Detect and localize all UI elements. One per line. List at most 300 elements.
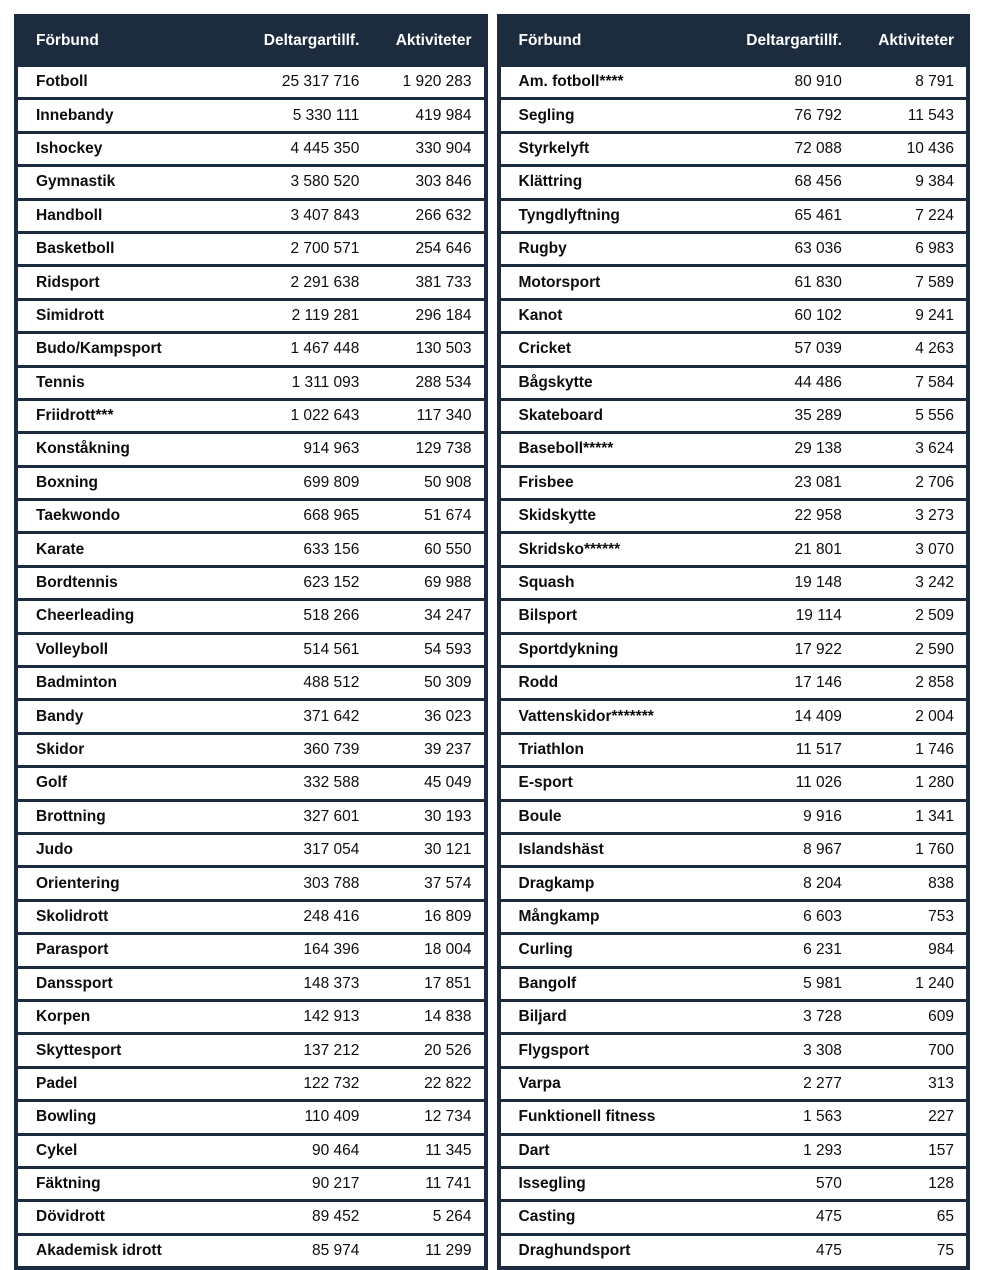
participations-cell: 8 967 [710,833,846,866]
activities-cell: 288 534 [363,366,485,399]
table-row [16,99,486,132]
table-row [16,633,486,666]
federation-name-cell: Squash [499,566,710,599]
federation-name-cell: Dragkamp [499,867,710,900]
table-row [16,733,486,766]
federation-name-cell: Friidrott*** [16,399,227,432]
federation-name-cell: Skyttesport [16,1034,227,1067]
table-row [16,767,486,800]
column-header-forbund: Förbund [499,16,710,66]
table-row [16,700,486,733]
federation-name-cell: Brottning [16,800,227,833]
participations-cell: 11 517 [710,733,846,766]
participations-cell: 1 563 [710,1101,846,1134]
participations-cell: 570 [710,1167,846,1200]
federation-name-cell: Motorsport [499,266,710,299]
federation-name-cell: Curling [499,934,710,967]
participations-cell: 90 464 [227,1134,363,1167]
activities-cell: 1 341 [846,800,968,833]
activities-cell: 838 [846,867,968,900]
participations-cell: 6 231 [710,934,846,967]
participations-cell: 3 308 [710,1034,846,1067]
participations-cell: 57 039 [710,333,846,366]
table-row [499,566,969,599]
participations-cell: 14 409 [710,700,846,733]
column-header-forbund: Förbund [16,16,227,66]
participations-cell: 360 739 [227,733,363,766]
activities-cell: 12 734 [363,1101,485,1134]
table-row [499,800,969,833]
participations-cell: 110 409 [227,1101,363,1134]
activities-cell: 18 004 [363,934,485,967]
activities-cell: 2 706 [846,466,968,499]
table-row [16,199,486,232]
table-row [16,66,486,99]
column-header-deltagartillf: Deltargartillf. [710,16,846,66]
activities-cell: 128 [846,1167,968,1200]
federation-name-cell: Dövidrott [16,1201,227,1234]
table-row [16,266,486,299]
table-row [499,199,969,232]
activities-cell: 11 345 [363,1134,485,1167]
participations-cell: 122 732 [227,1067,363,1100]
table-row [499,433,969,466]
participations-cell: 2 119 281 [227,299,363,332]
federation-name-cell: Taekwondo [16,500,227,533]
table-row [16,1067,486,1100]
participations-cell: 623 152 [227,566,363,599]
participations-cell: 2 277 [710,1067,846,1100]
activities-cell: 700 [846,1034,968,1067]
federation-name-cell: Frisbee [499,466,710,499]
table-row [499,767,969,800]
participations-cell: 633 156 [227,533,363,566]
activities-cell: 54 593 [363,633,485,666]
activities-cell: 609 [846,1000,968,1033]
table-row [499,1034,969,1067]
table-row [499,1134,969,1167]
activities-cell: 3 273 [846,500,968,533]
table-row [499,700,969,733]
participations-cell: 63 036 [710,232,846,265]
activities-cell: 7 589 [846,266,968,299]
federation-name-cell: Ishockey [16,132,227,165]
federation-name-cell: Mångkamp [499,900,710,933]
activities-cell: 30 193 [363,800,485,833]
table-row [16,1134,486,1167]
federation-name-cell: Triathlon [499,733,710,766]
activities-cell: 45 049 [363,767,485,800]
federation-name-cell: Klättring [499,166,710,199]
activities-cell: 1 240 [846,967,968,1000]
participations-cell: 518 266 [227,600,363,633]
federation-name-cell: Bowling [16,1101,227,1134]
federation-name-cell: Karate [16,533,227,566]
federation-name-cell: Bilsport [499,600,710,633]
federation-name-cell: Rodd [499,667,710,700]
activities-cell: 75 [846,1234,968,1268]
participations-cell: 11 026 [710,767,846,800]
table-row [16,1101,486,1134]
activities-cell: 753 [846,900,968,933]
participations-cell: 89 452 [227,1201,363,1234]
participations-cell: 475 [710,1234,846,1268]
participations-cell: 514 561 [227,633,363,666]
federation-name-cell: Parasport [16,934,227,967]
participations-cell: 35 289 [710,399,846,432]
federation-name-cell: Danssport [16,967,227,1000]
activities-cell: 20 526 [363,1034,485,1067]
participations-cell: 3 580 520 [227,166,363,199]
federation-name-cell: Tyngdlyftning [499,199,710,232]
activities-cell: 157 [846,1134,968,1167]
participations-cell: 914 963 [227,433,363,466]
activities-cell: 3 624 [846,433,968,466]
activities-cell: 9 241 [846,299,968,332]
table-row [499,667,969,700]
activities-cell: 130 503 [363,333,485,366]
participations-cell: 60 102 [710,299,846,332]
table-row [499,1101,969,1134]
participations-cell: 21 801 [710,533,846,566]
activities-cell: 10 436 [846,132,968,165]
participations-cell: 25 317 716 [227,66,363,99]
federation-name-cell: Boxning [16,466,227,499]
participations-cell: 6 603 [710,900,846,933]
participations-cell: 17 146 [710,667,846,700]
federation-name-cell: Vattenskidor******* [499,700,710,733]
federation-name-cell: Volleyboll [16,633,227,666]
federation-name-cell: Dart [499,1134,710,1167]
participations-cell: 68 456 [710,166,846,199]
table-row [16,900,486,933]
participations-cell: 44 486 [710,366,846,399]
activities-cell: 266 632 [363,199,485,232]
federation-name-cell: Basketboll [16,232,227,265]
federation-name-cell: Boule [499,800,710,833]
participations-cell: 303 788 [227,867,363,900]
activities-cell: 22 822 [363,1067,485,1100]
table-row [16,333,486,366]
activities-cell: 11 299 [363,1234,485,1268]
table-row [499,333,969,366]
activities-cell: 1 746 [846,733,968,766]
table-row [16,500,486,533]
participations-cell: 85 974 [227,1234,363,1268]
table-row [499,500,969,533]
table-header-row-right [499,16,969,66]
participations-cell: 1 311 093 [227,366,363,399]
federation-name-cell: Fotboll [16,66,227,99]
federation-name-cell: Casting [499,1201,710,1234]
table-row [499,967,969,1000]
activities-cell: 6 983 [846,232,968,265]
activities-cell: 303 846 [363,166,485,199]
federation-name-cell: Funktionell fitness [499,1101,710,1134]
activities-cell: 381 733 [363,266,485,299]
federation-name-cell: Orientering [16,867,227,900]
table-row [16,833,486,866]
table-row [16,667,486,700]
federation-table-right [497,14,971,1270]
activities-cell: 227 [846,1101,968,1134]
activities-cell: 34 247 [363,600,485,633]
federation-name-cell: Baseboll***** [499,433,710,466]
participations-cell: 148 373 [227,967,363,1000]
federation-name-cell: Rugby [499,232,710,265]
participations-cell: 332 588 [227,767,363,800]
participations-cell: 61 830 [710,266,846,299]
table-row [16,800,486,833]
table-row [499,1067,969,1100]
federation-name-cell: Issegling [499,1167,710,1200]
federation-name-cell: E-sport [499,767,710,800]
table-row [16,166,486,199]
activities-cell: 51 674 [363,500,485,533]
federation-name-cell: Judo [16,833,227,866]
federation-name-cell: Varpa [499,1067,710,1100]
federation-name-cell: Golf [16,767,227,800]
federation-name-cell: Segling [499,99,710,132]
table-row [16,366,486,399]
federation-name-cell: Akademisk idrott [16,1234,227,1268]
federation-name-cell: Cykel [16,1134,227,1167]
participations-cell: 2 291 638 [227,266,363,299]
activities-cell: 50 908 [363,466,485,499]
federation-name-cell: Korpen [16,1000,227,1033]
table-row [499,733,969,766]
participations-cell: 4 445 350 [227,132,363,165]
activities-cell: 7 584 [846,366,968,399]
federation-name-cell: Skridsko****** [499,533,710,566]
federation-name-cell: Skidskytte [499,500,710,533]
participations-cell: 19 148 [710,566,846,599]
participations-cell: 248 416 [227,900,363,933]
participations-cell: 9 916 [710,800,846,833]
federation-name-cell: Bangolf [499,967,710,1000]
table-row [16,1234,486,1268]
participations-cell: 137 212 [227,1034,363,1067]
federation-name-cell: Cricket [499,333,710,366]
table-row [16,533,486,566]
activities-cell: 69 988 [363,566,485,599]
participations-cell: 17 922 [710,633,846,666]
activities-cell: 1 280 [846,767,968,800]
federation-name-cell: Badminton [16,667,227,700]
table-row [16,867,486,900]
table-row [499,900,969,933]
table-row [499,399,969,432]
activities-cell: 2 004 [846,700,968,733]
federation-name-cell: Simidrott [16,299,227,332]
participations-cell: 90 217 [227,1167,363,1200]
table-row [16,934,486,967]
federation-name-cell: Handboll [16,199,227,232]
table-header-row-left [16,16,486,66]
federation-name-cell: Am. fotboll**** [499,66,710,99]
table-row [499,166,969,199]
table-row [499,1167,969,1200]
table-row [499,600,969,633]
federation-name-cell: Cheerleading [16,600,227,633]
table-row [16,232,486,265]
federation-name-cell: Skateboard [499,399,710,432]
participations-cell: 65 461 [710,199,846,232]
activities-cell: 16 809 [363,900,485,933]
federation-table-left [14,14,488,1270]
participations-cell: 5 981 [710,967,846,1000]
activities-cell: 30 121 [363,833,485,866]
table-row [16,1034,486,1067]
table-row [499,232,969,265]
activities-cell: 2 590 [846,633,968,666]
activities-cell: 313 [846,1067,968,1100]
participations-cell: 3 407 843 [227,199,363,232]
activities-cell: 5 264 [363,1201,485,1234]
participations-cell: 23 081 [710,466,846,499]
activities-cell: 39 237 [363,733,485,766]
federation-name-cell: Skidor [16,733,227,766]
table-row [499,1000,969,1033]
table-row [499,132,969,165]
table-row [16,566,486,599]
table-row [499,266,969,299]
federation-name-cell: Padel [16,1067,227,1100]
federation-name-cell: Gymnastik [16,166,227,199]
federation-name-cell: Fäktning [16,1167,227,1200]
activities-cell: 3 242 [846,566,968,599]
participations-cell: 72 088 [710,132,846,165]
activities-cell: 8 791 [846,66,968,99]
activities-cell: 60 550 [363,533,485,566]
federation-name-cell: Ridsport [16,266,227,299]
table-row [499,633,969,666]
activities-cell: 37 574 [363,867,485,900]
participations-cell: 29 138 [710,433,846,466]
activities-cell: 984 [846,934,968,967]
table-row [16,433,486,466]
activities-cell: 1 760 [846,833,968,866]
participations-cell: 668 965 [227,500,363,533]
table-row [499,1201,969,1234]
participations-cell: 1 467 448 [227,333,363,366]
participations-cell: 488 512 [227,667,363,700]
federation-name-cell: Kanot [499,299,710,332]
federation-name-cell: Bågskytte [499,366,710,399]
table-row [16,299,486,332]
federation-name-cell: Draghundsport [499,1234,710,1268]
activities-cell: 5 556 [846,399,968,432]
activities-cell: 419 984 [363,99,485,132]
participations-cell: 475 [710,1201,846,1234]
participations-cell: 3 728 [710,1000,846,1033]
activities-cell: 17 851 [363,967,485,1000]
activities-cell: 11 741 [363,1167,485,1200]
table-row [16,466,486,499]
table-row [16,600,486,633]
activities-cell: 117 340 [363,399,485,432]
table-row [499,1234,969,1268]
table-row [16,967,486,1000]
activities-cell: 7 224 [846,199,968,232]
table-body-right [499,66,969,1269]
participations-cell: 8 204 [710,867,846,900]
participations-cell: 1 022 643 [227,399,363,432]
federation-name-cell: Sportdykning [499,633,710,666]
federation-name-cell: Innebandy [16,99,227,132]
federation-name-cell: Bandy [16,700,227,733]
column-header-aktiviteter: Aktiviteter [363,16,485,66]
activities-cell: 9 384 [846,166,968,199]
participations-cell: 164 396 [227,934,363,967]
table-row [499,66,969,99]
table-row [16,1201,486,1234]
table-row [499,867,969,900]
activities-cell: 65 [846,1201,968,1234]
activities-cell: 3 070 [846,533,968,566]
table-row [499,366,969,399]
activities-cell: 11 543 [846,99,968,132]
table-row [499,299,969,332]
table-row [499,533,969,566]
activities-cell: 14 838 [363,1000,485,1033]
federation-name-cell: Konståkning [16,433,227,466]
participations-cell: 699 809 [227,466,363,499]
table-row [499,99,969,132]
table-row [16,399,486,432]
column-header-aktiviteter: Aktiviteter [846,16,968,66]
participations-cell: 142 913 [227,1000,363,1033]
federation-name-cell: Biljard [499,1000,710,1033]
participations-cell: 371 642 [227,700,363,733]
activities-cell: 36 023 [363,700,485,733]
table-row [16,132,486,165]
column-header-deltagartillf: Deltargartillf. [227,16,363,66]
federation-name-cell: Skolidrott [16,900,227,933]
activities-cell: 296 184 [363,299,485,332]
activities-cell: 330 904 [363,132,485,165]
table-row [499,466,969,499]
federation-name-cell: Islandshäst [499,833,710,866]
activities-cell: 50 309 [363,667,485,700]
activities-cell: 1 920 283 [363,66,485,99]
participations-cell: 76 792 [710,99,846,132]
federation-name-cell: Styrkelyft [499,132,710,165]
activities-cell: 254 646 [363,232,485,265]
federation-name-cell: Flygsport [499,1034,710,1067]
table-row [499,833,969,866]
table-row [16,1000,486,1033]
table-body-left [16,66,486,1269]
activities-cell: 2 858 [846,667,968,700]
participations-cell: 1 293 [710,1134,846,1167]
participations-cell: 317 054 [227,833,363,866]
participations-cell: 2 700 571 [227,232,363,265]
federation-name-cell: Bordtennis [16,566,227,599]
participations-cell: 22 958 [710,500,846,533]
participations-cell: 19 114 [710,600,846,633]
federation-name-cell: Budo/Kampsport [16,333,227,366]
activities-cell: 129 738 [363,433,485,466]
federation-name-cell: Tennis [16,366,227,399]
participations-cell: 80 910 [710,66,846,99]
table-row [16,1167,486,1200]
activities-cell: 4 263 [846,333,968,366]
participations-cell: 327 601 [227,800,363,833]
activities-cell: 2 509 [846,600,968,633]
participations-cell: 5 330 111 [227,99,363,132]
table-row [499,934,969,967]
